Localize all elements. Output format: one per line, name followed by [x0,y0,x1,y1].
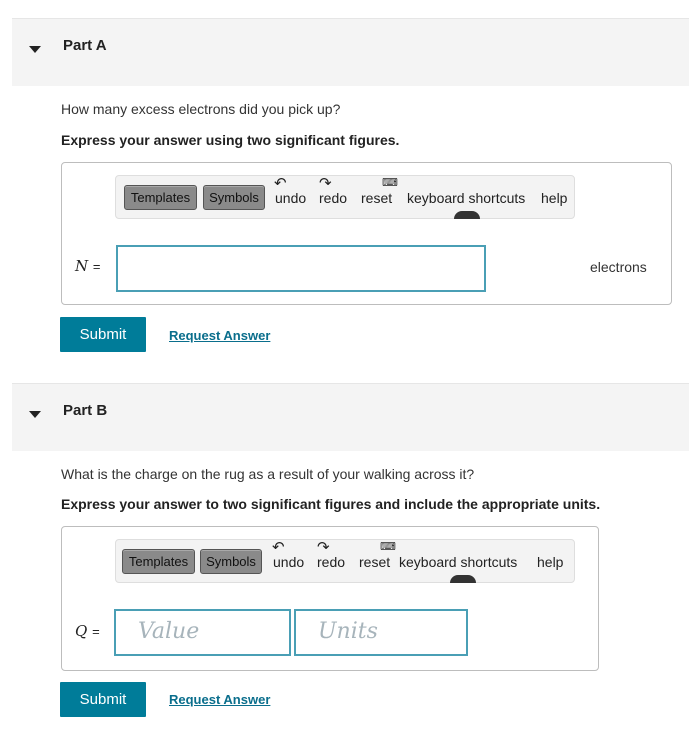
templates-button[interactable]: Templates [122,549,195,574]
undo-arrow-icon: ↶ [274,175,287,192]
part-a-header[interactable] [12,18,689,86]
answer-input[interactable] [116,245,486,292]
equals-sign: = [92,624,100,639]
help-button[interactable]: help [541,190,568,206]
keyboard-shortcuts-button[interactable]: keyboard shortcuts [399,554,518,570]
part-b-instruction: Express your answer to two significant figures and include the appropriate units. [61,496,601,512]
symbols-button[interactable]: Symbols [203,185,265,210]
symbols-button[interactable]: Symbols [200,549,262,574]
reset-button[interactable]: reset [359,554,391,570]
redo-button[interactable]: redo [317,554,346,570]
redo-button[interactable]: redo [319,190,348,206]
part-a-question: How many excess electrons did you pick up? [61,101,341,117]
variable-label [75,622,100,640]
part-b-header[interactable] [12,383,689,451]
undo-arrow-icon: ↶ [272,539,285,556]
undo-button[interactable]: undo [273,554,305,570]
toolbar-indicator [450,575,476,583]
part-b-answer-box [61,526,599,671]
collapse-caret-icon[interactable] [29,411,41,418]
variable-symbol: N [75,257,89,275]
keyboard-icon: ⌨ [382,177,398,189]
variable-label [75,257,101,275]
request-answer-link[interactable]: Request Answer [169,328,271,343]
part-b-title: Part B [63,402,108,419]
help-button[interactable]: help [537,554,564,570]
unit-label: electrons [590,259,647,275]
keyboard-icon: ⌨ [380,541,396,553]
value-input[interactable]: Value [114,609,291,656]
units-input[interactable]: Units [294,609,468,656]
part-a-title: Part A [63,37,107,54]
redo-arrow-icon: ↷ [317,539,330,556]
collapse-caret-icon[interactable] [29,46,41,53]
equals-sign: = [92,259,101,274]
toolbar-indicator [454,211,480,219]
part-a-answer-box [61,162,672,305]
submit-button[interactable]: Submit [60,682,146,717]
templates-button[interactable]: Templates [124,185,197,210]
part-b-question: What is the charge on the rug as a result of your walking across it? [61,466,475,482]
variable-symbol: Q [75,622,88,640]
math-toolbar [115,175,575,219]
request-answer-link[interactable]: Request Answer [169,692,271,707]
undo-button[interactable]: undo [275,190,307,206]
math-toolbar [115,539,575,583]
part-a-instruction: Express your answer using two significant figures. [61,132,400,148]
submit-button[interactable]: Submit [60,317,146,352]
keyboard-shortcuts-button[interactable]: keyboard shortcuts [407,190,526,206]
reset-button[interactable]: reset [361,190,393,206]
redo-arrow-icon: ↷ [319,175,332,192]
